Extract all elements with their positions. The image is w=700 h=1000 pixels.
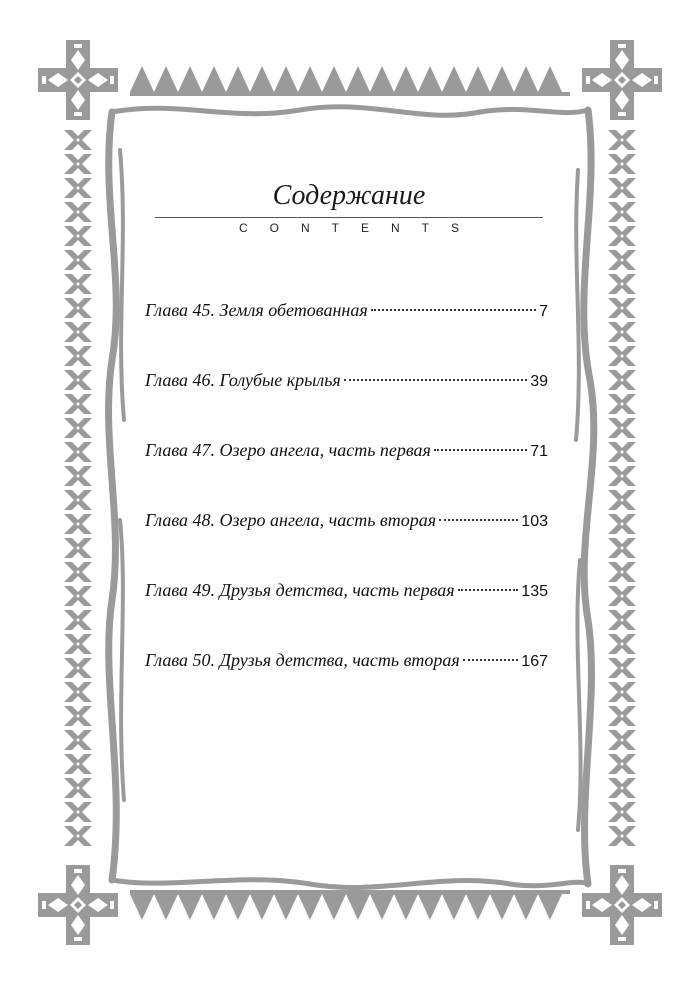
dot-leader — [463, 659, 519, 661]
dot-leader — [439, 519, 518, 521]
toc-entry-50[interactable] — [145, 650, 548, 678]
toc-page-number: 167 — [521, 653, 548, 670]
top-zigzag-band — [130, 66, 570, 96]
toc-chapter-title: Глава 47. Озеро ангела, часть первая — [145, 440, 431, 460]
toc-page-number: 7 — [539, 303, 548, 320]
toc-chapter-title: Глава 46. Голубые крылья — [145, 370, 341, 390]
toc-entry-49[interactable] — [145, 580, 548, 608]
toc-page-number: 39 — [530, 373, 548, 390]
toc-entry-47[interactable] — [145, 440, 548, 468]
right-ornament-column — [608, 130, 636, 846]
dot-leader — [371, 309, 536, 311]
toc-chapter-title: Глава 45. Земля обетованная — [145, 300, 368, 320]
toc-chapter-title: Глава 50. Друзья детства, часть вторая — [145, 650, 460, 670]
toc-entry-48[interactable] — [145, 510, 548, 538]
left-ornament-column — [64, 130, 92, 846]
dot-leader — [458, 589, 519, 591]
dot-leader — [344, 379, 527, 381]
toc-page-number: 135 — [521, 583, 548, 600]
page-subtitle: CONTENTS — [239, 221, 481, 235]
corner-ornament-bottom-left — [38, 865, 118, 945]
corner-ornament-top-right — [582, 40, 662, 120]
corner-ornament-top-left — [38, 40, 118, 120]
toc-chapter-title: Глава 49. Друзья детства, часть первая — [145, 580, 455, 600]
corner-ornament-bottom-right — [582, 865, 662, 945]
bottom-zigzag-band — [130, 890, 570, 920]
toc-chapter-title: Глава 48. Озеро ангела, часть вторая — [145, 510, 437, 530]
toc-entry-46[interactable] — [145, 370, 548, 398]
page-title: Содержание — [272, 180, 426, 211]
toc-page-number: 71 — [530, 443, 548, 460]
toc-page-number: 103 — [521, 513, 548, 530]
title-divider — [155, 217, 543, 218]
toc-entry-45[interactable] — [145, 300, 548, 328]
dot-leader — [434, 449, 527, 451]
